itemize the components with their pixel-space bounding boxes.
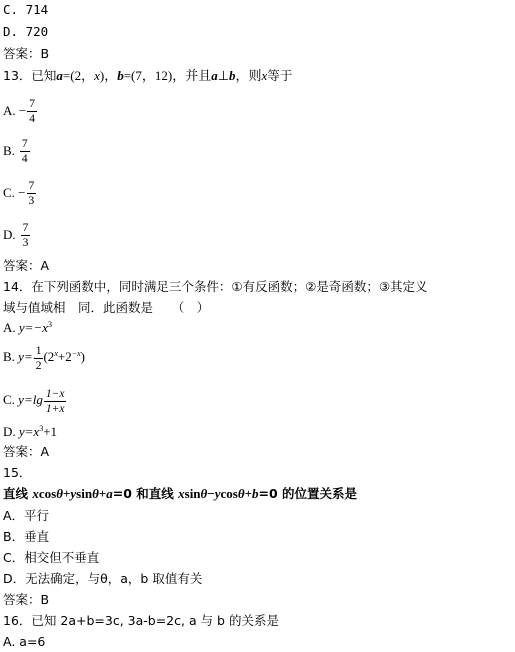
q14-option-c-y: y=lg [18,392,43,407]
q15-part: θ [200,486,208,501]
fraction-denominator: 4 [29,113,35,125]
q15-option-a: A．平行 [3,508,50,523]
q14-option-b-part3: ) [80,349,86,364]
q13-option-d-label: D. [3,227,16,242]
q13-x: x [94,68,100,83]
q14-option-d-label: D. [3,424,16,439]
q14-option-a-exp: 3 [47,320,52,329]
q13-option-a [3,96,37,126]
q13-tail: ，则 [235,68,262,83]
fraction-numerator: 7 [22,222,29,234]
q15-part: y [214,486,221,501]
q15-part: cos [38,486,57,501]
q14-option-b-part1: (2 [43,349,55,364]
fraction-numerator: 7 [28,180,35,192]
q13-mid: )， [99,68,118,83]
q13-perp-b: b [229,68,236,83]
q14-option-b-exp2: −x [71,349,81,358]
fraction-numerator: 7 [29,98,35,110]
q14-option-c-label: C. [3,392,15,407]
answer-a: 答案：A [3,258,50,273]
q15-part: =0 和直线 [112,486,174,501]
q15-part: + [62,486,71,501]
question-16-stem: 16．已知 2a+b=3c, 3a-b=2c, a 与 b 的关系是 [3,613,279,628]
q14-option-b-fraction [34,345,44,372]
question-14-line-1: 14．在下列函数中，同时满足三个条件：①有反函数；②是奇函数；③其定义 [3,279,428,294]
answer-b: 答案：B [3,46,50,61]
q14-option-b-label: B. [3,349,15,364]
option-c-714: C. 714 [3,2,49,17]
q15-part: x [178,486,185,501]
question-15-stem [3,486,357,502]
q13-option-d-fraction [21,222,31,249]
q15-part: y [70,486,77,501]
fraction-numerator: 1−x [45,387,65,400]
q13-option-b-label: B. [3,143,15,158]
q15-option-b: B．垂直 [3,529,50,544]
q13-vector-b: b [117,68,124,83]
answer-b-2: 答案：B [3,592,50,607]
fraction-numerator: 7 [21,138,28,150]
q13-option-b [3,136,30,166]
fraction-denominator: 3 [28,195,35,207]
q15-part: − [207,486,215,501]
q15-part: sin [184,486,201,501]
fraction-denominator: 4 [21,153,28,165]
q15-part: a [106,486,113,501]
q14-option-d-exp: 3 [39,424,44,433]
q14-option-b-y: y= [18,349,33,364]
q14-option-d [3,424,57,440]
q13-x2: x [261,68,268,83]
q16-option-a: A. a=6 [3,634,46,649]
q14-option-a [3,320,52,336]
q15-option-c: C．相交但不垂直 [3,550,100,565]
q13-vector-a: a [56,68,63,83]
q13-option-d [3,220,30,250]
q14-option-c-fraction [44,388,67,415]
fraction-denominator: 2 [35,359,42,372]
q13-option-c [3,178,36,208]
q14-option-d-expr: y=x [18,424,40,439]
q13-perp-a: a [211,68,218,83]
q13-b-value: =(7，12)，并且 [123,68,212,83]
q14-option-d-tail: +1 [43,424,58,439]
q15-part: b [252,486,259,501]
fraction-denominator: 3 [22,237,29,249]
q13-prefix: 13．已知 [3,68,57,83]
q15-part: x [32,486,39,501]
q14-option-a-expr: y=−x [18,320,48,335]
q15-part: θ [237,486,245,501]
q13-a-value: =(2， [62,68,95,83]
fraction-denominator: 1+x [45,402,65,415]
q15-part: =0 的位置关系是 [258,486,358,501]
q15-part: cos [220,486,238,501]
q15-part: θ [56,486,63,501]
q13-option-c-fraction [27,180,37,207]
answer-a-2: 答案：A [3,444,50,459]
q13-end: 等于 [267,68,293,83]
q14-option-b-part2: +2 [57,349,72,364]
q13-perp-symbol: ⊥ [217,68,230,83]
q15-part: + [98,486,107,501]
q13-option-b-fraction [20,138,30,165]
q15-part: 直线 [3,486,29,501]
question-15-number: 15． [3,465,32,480]
question-13-stem [3,68,292,84]
q15-option-d: D．无法确定，与θ，a，b 取值有关 [3,571,203,586]
q14-option-c [3,385,66,415]
option-d-720: D. 720 [3,24,49,39]
q15-part: θ [92,486,99,501]
q14-option-a-label: A. [3,320,16,335]
q15-part: sin [76,486,93,501]
q13-option-a-label: A. − [3,103,27,118]
q13-option-c-label: C. − [3,185,26,200]
question-14-line-2: 域与值域相 同．此函数是 （ ） [3,300,210,315]
q14-option-b [3,342,85,372]
fraction-numerator: 1 [35,344,42,357]
q15-part: + [244,486,253,501]
q14-option-b-exp1: x [54,349,58,358]
q13-option-a-fraction [27,98,37,125]
